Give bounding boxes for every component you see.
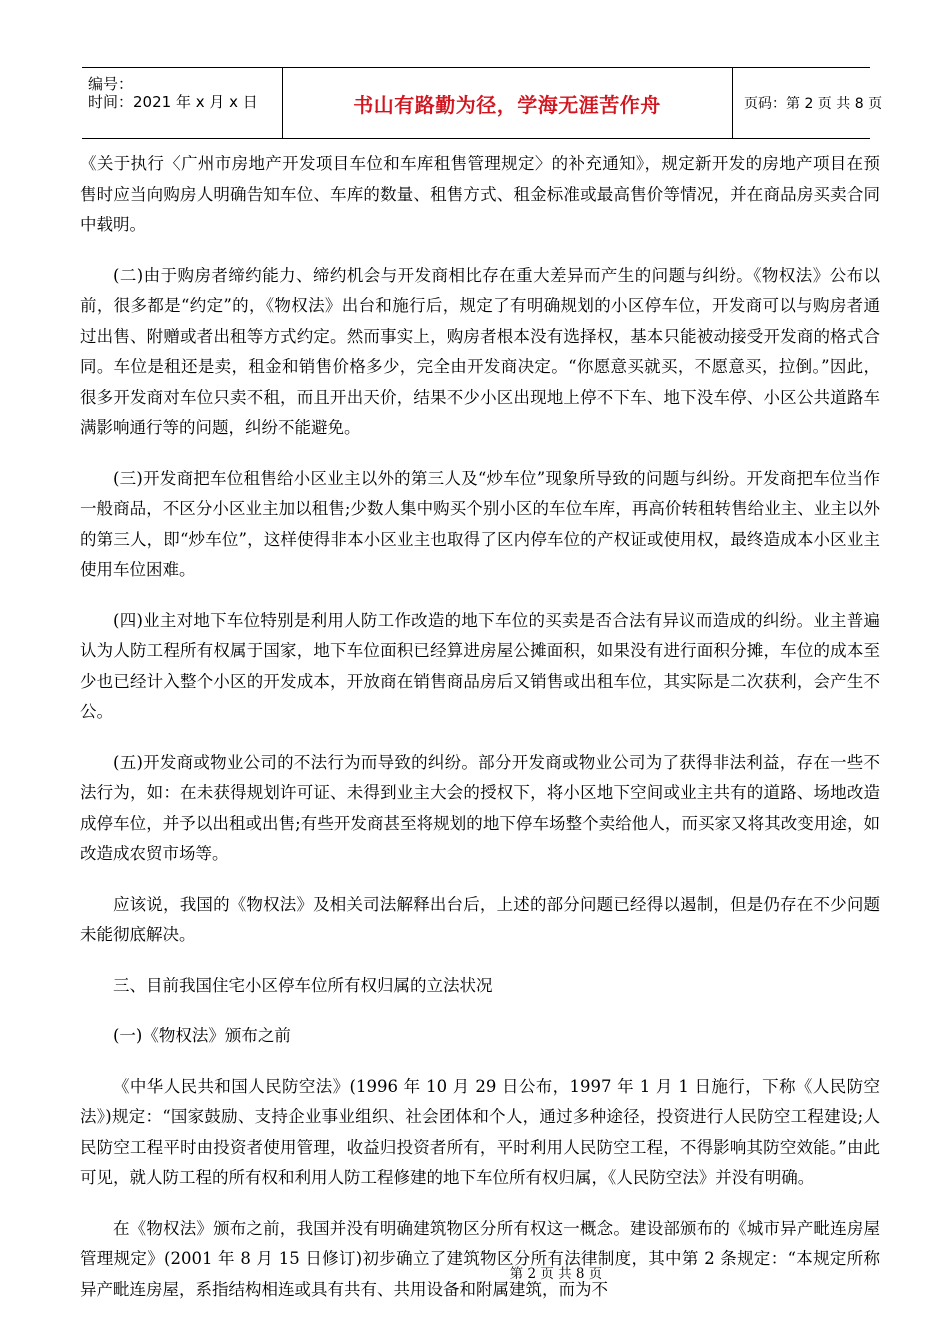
paragraph-issue-4: (四)业主对地下车位特别是利用人防工作改造的地下车位的买卖是否合法有异议而造成的纠纷。业主普遍认为人防工程所有权属于国家，地下车位面积已经算进房屋公摊面积，如果没有进行面积分摊，车位的成本至少也已经计入整个小区的开发成本，开放商在销售商品房后又销售或出租车位，其实际是二次获利，会产生不公。 (80, 610, 880, 721)
paragraph-civil-air-defense-law: 《中华人民共和国人民防空法》(1996 年 10 月 29 日公布，1997 年 1 月 1 日施行，下称《人民防空法》)规定：“国家鼓励、支持企业事业组织、社会团体和个人，通过多种途径，投资进行人民防空工程建设;人民防空工程平时由投资者使用管理，收益归投资者所有，平时利用人民防空工程，不得影响其防空效能。”由此可见，就人防工程的所有权和利用人防工程修建的地下车位所有权归属，《人民防空法》并没有明确。 (80, 1076, 880, 1187)
document-number-label: 编号： (88, 75, 134, 93)
section-heading-3: 三、目前我国住宅小区停车位所有权归属的立法状况 (113, 975, 493, 995)
header-motto: 书山有路勤为径，学海无涯苦作舟 (353, 92, 661, 117)
document-date-label: 时间：2021 年 x 月 x 日 (88, 93, 258, 111)
paragraph-issue-5: (五)开发商或物业公司的不法行为而导致的纠纷。部分开发商或物业公司为了获得非法利益，存在一些不法行为，如：在未获得规划许可证、未得到业主大会的授权下，将小区地下空间或业主共有的道路、场地改造成停车位，并予以出租或出售;有些开发商甚至将规划的地下停车场整个卖给他人，而买家又将其改变用途，如改造成农贸市场等。 (80, 752, 880, 863)
header-page-info: 页码：第 2 页 共 8 页 (744, 96, 883, 112)
paragraph-summary: 应该说，我国的《物权法》及相关司法解释出台后，上述的部分问题已经得以遏制，但是仍存在不少问题未能彻底解决。 (80, 894, 880, 944)
paragraph-notice: 《关于执行〈广州市房地产开发项目车位和车库租售管理规定〉的补充通知》，规定新开发的房地产项目在预售时应当向购房人明确告知车位、车库的数量、租售方式、租金标准或最高售价等情况，并在商品房买卖合同中载明。 (80, 154, 880, 234)
subsection-heading-1: (一)《物权法》颁布之前 (113, 1026, 291, 1045)
paragraph-before-property-law: 在《物权法》颁布之前，我国并没有明确建筑物区分所有权这一概念。建设部颁布的《城市异产毗连房屋管理规定》(2001 年 8 月 15 日修订)初步确立了建筑物区分所有法律制度，其中第 2 条规定：“本规定所称异产毗连房屋，系指结构相连或具有共有、共用设备和附属建筑，而为不 (80, 1218, 880, 1299)
page-header (82, 67, 883, 139)
header-meta-cell (82, 68, 283, 138)
document-body (80, 149, 880, 1325)
header-motto-cell (282, 68, 733, 138)
page-footer (0, 1262, 950, 1282)
header-page-cell (732, 68, 883, 138)
paragraph-issue-3: (三)开发商把车位租售给小区业主以外的第三人及“炒车位”现象所导致的问题与纠纷。开发商把车位当作一般商品，不区分小区业主加以租售;少数人集中购买个别小区的车位车库，再高价转租转售给业主、业主以外的第三人，即“炒车位”，这样使得非本小区业主也取得了区内停车位的产权证或使用权，最终造成本小区业主使用车位困难。 (80, 468, 880, 579)
footer-page-number: 第 2 页 共 8 页 (509, 1266, 603, 1282)
paragraph-issue-2: (二)由于购房者缔约能力、缔约机会与开发商相比存在重大差异而产生的问题与纠纷。《物权法》公布以前，很多都是“约定”的，《物权法》出台和施行后，规定了有明确规划的小区停车位，开发商可以与购房者通过出售、附赠或者出租等方式约定。然而事实上，购房者根本没有选择权，基本只能被动接受开发商的格式合同。车位是租还是卖，租金和销售价格多少，完全由开发商决定。“你愿意买就买，不愿意买，拉倒。”因此，很多开发商对车位只卖不租，而且开出天价，结果不少小区出现地上停不下车、地下没车停、小区公共道路车满影响通行等的问题，纠纷不能避免。 (80, 265, 880, 437)
